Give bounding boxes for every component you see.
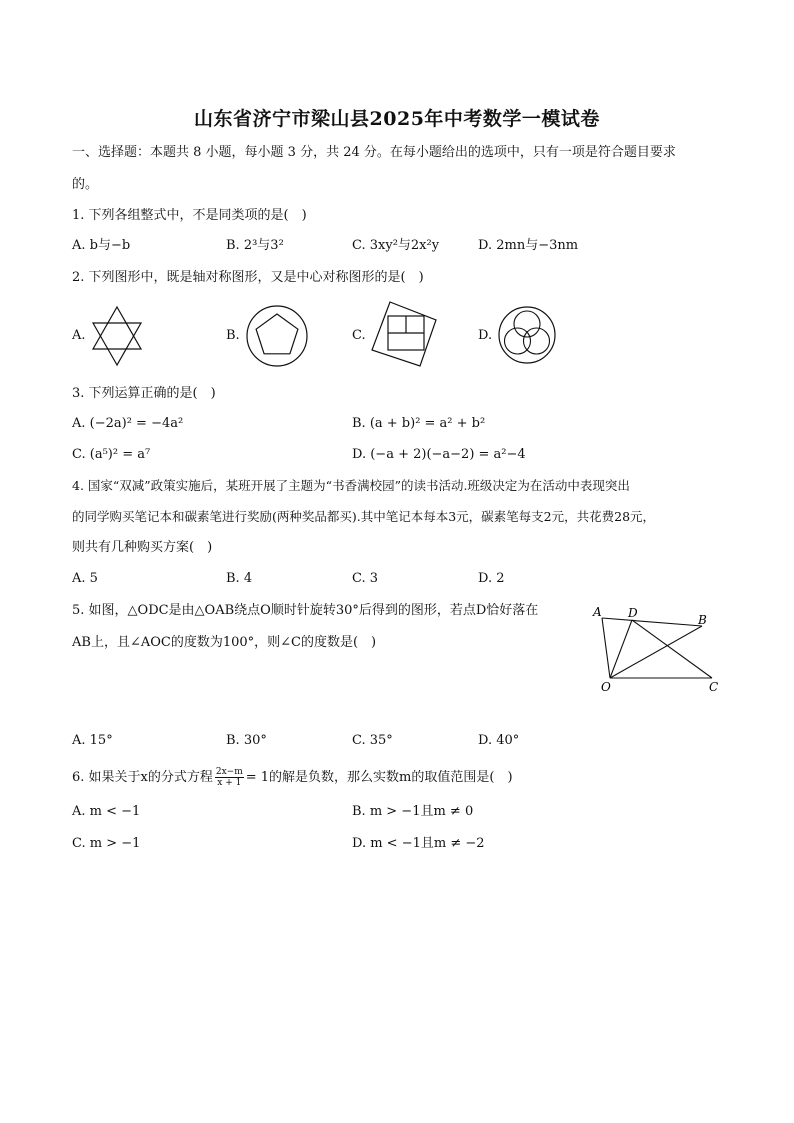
q2-label-c: C. [352,328,366,343]
q5-option-b: B. 30° [226,733,267,748]
segment-dc [632,620,712,678]
page-title: 山东省济宁市梁山县2025年中考数学一模试卷 [194,108,600,130]
q6-fraction [215,767,244,788]
q4-option-c: C. 3 [352,571,379,586]
q4-option-d: D. 2 [478,571,505,586]
q1-option-a: A. b与−b [72,238,131,253]
q1-option-d: D. 2mn与−3nm [478,238,579,253]
question-1-stem: 1. 下列各组整式中，不是同类项的是( ) [72,208,307,223]
petal-top [514,311,540,337]
question-3-stem: 3. 下列运算正确的是( ) [72,386,216,401]
q5-option-a: A. 15° [72,733,113,748]
point-label-c: C [709,680,719,694]
question-4-line3: 则共有几种购买方案( ) [72,540,213,555]
outer-tilted-square [372,302,436,366]
q4-option-b: B. 4 [226,571,253,586]
q6-fraction-denominator: x + 1 [217,778,242,788]
q2-label-d: D. [478,328,493,343]
three-petal-circle-figure [497,303,557,367]
segment-ab [602,618,702,626]
q2-label-b: B. [226,328,240,343]
q6-stem-pre: 6. 如果关于x的分式方程 [72,769,213,785]
q6-option-d: D. m < −1且m ≠ −2 [352,836,485,851]
question-5-line2: AB上，且∠AOC的度数为100°，则∠C的度数是( ) [72,635,377,650]
q3-option-c: C. (a⁵)² = a⁷ [72,447,151,462]
point-label-a: A [593,605,602,619]
q5-option-d: D. 40° [478,733,520,748]
q5-option-c: C. 35° [352,733,393,748]
pentagon-in-circle-figure [244,303,310,369]
q1-option-b: B. 2³与3² [226,238,284,253]
hexagram-downward-triangle [93,323,141,365]
point-label-b: B [698,613,707,627]
q6-option-b: B. m > −1且m ≠ 0 [352,804,474,819]
q3-option-b: B. (a + b)² = a² + b² [352,416,486,431]
hexagram-upward-triangle [93,307,141,349]
rotated-squares-figure [368,298,442,370]
section-instructions-line1: 一、选择题：本题共 8 小题，每小题 3 分，共 24 分。在每小题给出的选项中，只有一项是符合题目要求 [72,145,676,160]
question-4-line1: 4. 国家“双减”政策实施后，某班开展了主题为“书香满校园”的读书活动.班级决定为在活动中表现突出 [72,478,630,493]
rotation-triangle-figure [588,600,724,696]
point-label-d: D [628,606,638,620]
segment-ao [602,618,610,678]
petal-right [524,328,550,354]
q2-label-a: A. [72,328,86,343]
question-4-line2: 的同学购买笔记本和碳素笔进行奖励(两种奖品都买).其中笔记本每本3元，碳素笔每支2元，共花费28元， [72,509,656,524]
q4-option-a: A. 5 [72,571,98,586]
question-2-stem: 2. 下列图形中，既是轴对称图形，又是中心对称图形的是( ) [72,270,424,285]
q6-option-c: C. m > −1 [72,836,141,851]
q6-option-a: A. m < −1 [72,804,141,819]
q3-option-d: D. (−a + 2)(−a−2) = a²−4 [352,447,526,462]
segment-od [610,620,632,678]
q3-option-a: A. (−2a)² = −4a² [72,416,184,431]
section-instructions-line2: 的。 [72,177,99,192]
q6-stem-post: = 1的解是负数，那么实数m的取值范围是( ) [245,769,513,785]
inner-pentagon [256,314,298,354]
outer-circle [247,306,307,366]
question-5-line1: 5. 如图，△ODC是由△OAB绕点O顺时针旋转30°后得到的图形，若点D恰好落在 [72,603,539,618]
q1-option-c: C. 3xy²与2x²y [352,238,440,253]
question-6-stem [72,767,513,788]
segment-ob [610,626,702,678]
q6-fraction-numerator: 2x−m [215,767,243,777]
outer-circle [499,307,555,363]
hexagram-figure [89,305,145,367]
point-label-o: O [601,680,611,694]
